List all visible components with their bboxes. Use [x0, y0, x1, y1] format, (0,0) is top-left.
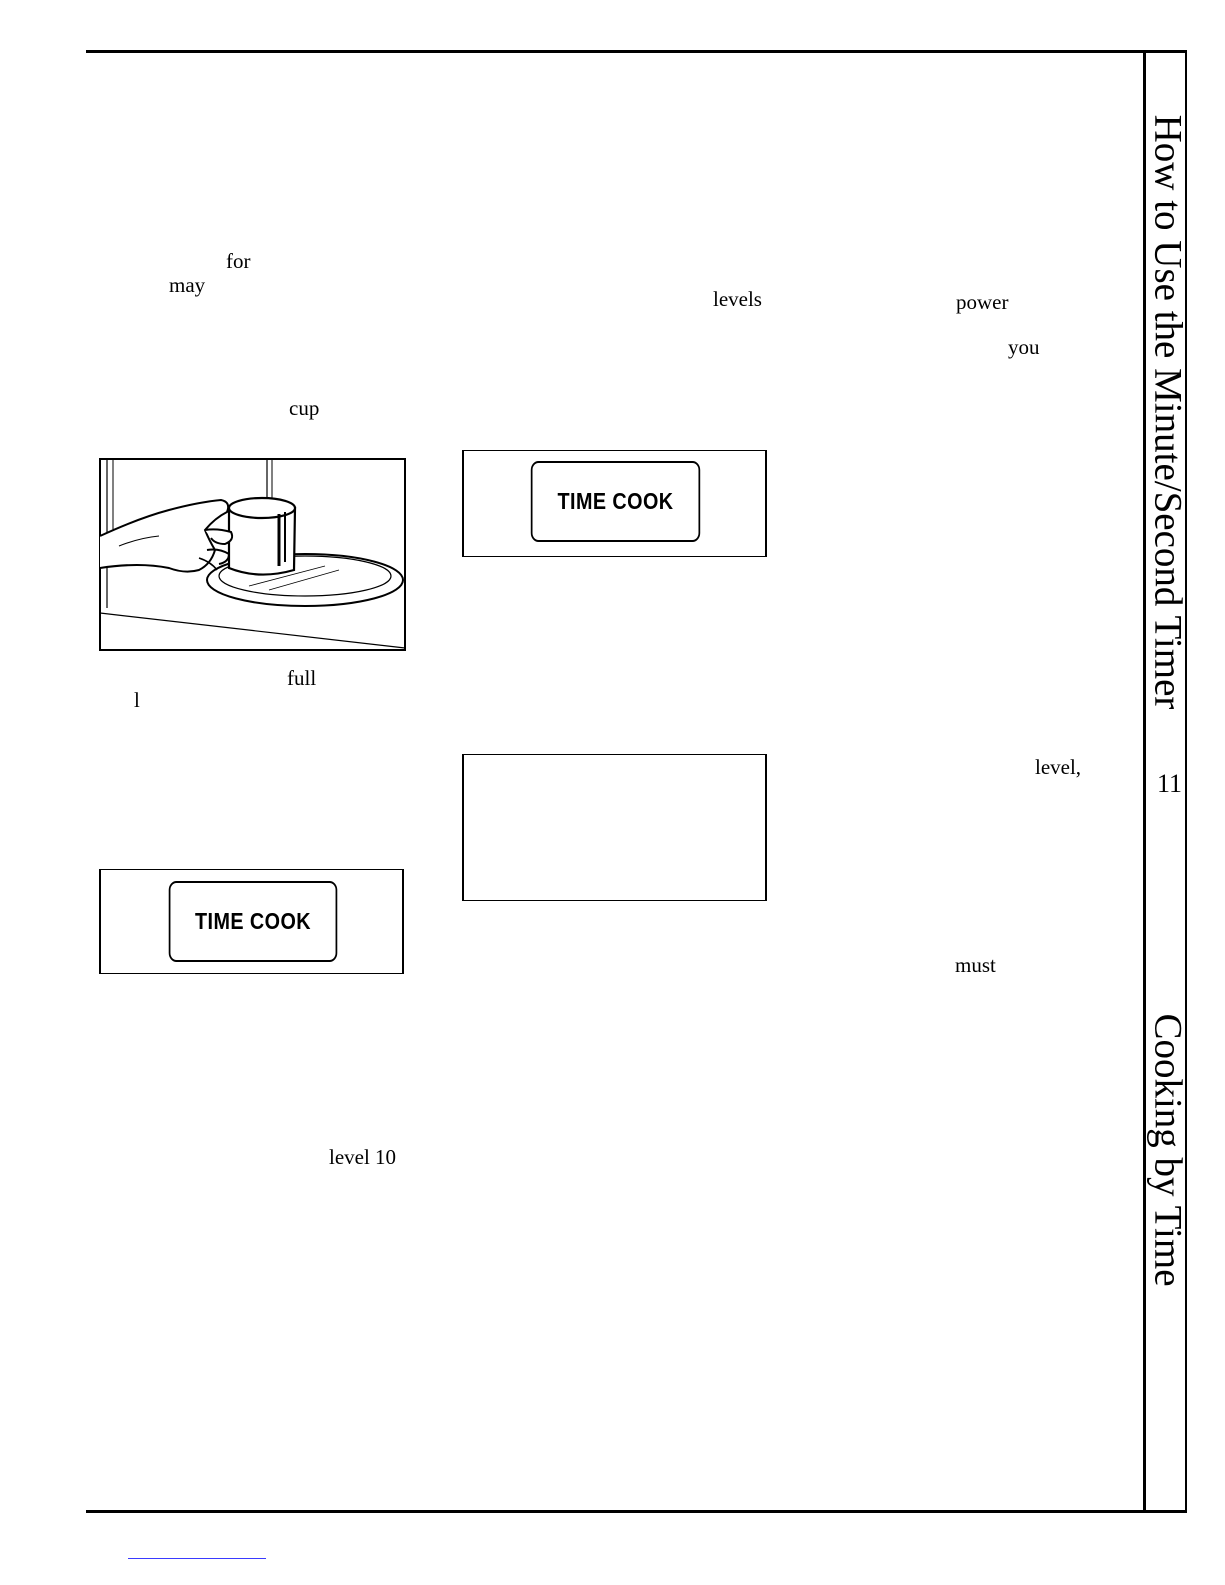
top-rule	[86, 50, 1186, 53]
word-cup: cup	[289, 396, 320, 420]
word-you: you	[1008, 335, 1040, 359]
word-may: may	[169, 273, 206, 297]
word-power: power	[956, 290, 1009, 314]
word-l: l	[134, 688, 140, 712]
word-for: for	[226, 249, 251, 273]
sidebar-title-timer: How to Use the Minute/Second Timer	[1146, 114, 1190, 710]
word-level-comma: level,	[1035, 755, 1082, 779]
word-full: full	[287, 666, 317, 690]
footer-link-line	[128, 1558, 266, 1559]
word-level-10: level 10	[329, 1145, 397, 1169]
display-panel	[462, 754, 767, 901]
page-number: 11	[1157, 769, 1183, 798]
cup-illustration	[99, 458, 406, 651]
time-cook-button-left[interactable]: TIME COOK	[169, 881, 338, 962]
bottom-rule	[86, 1510, 1186, 1513]
sidebar-title-cooking: Cooking by Time	[1146, 1013, 1190, 1287]
word-levels: levels	[713, 287, 762, 311]
time-cook-button-top[interactable]: TIME COOK	[531, 461, 700, 542]
word-must: must	[955, 953, 996, 977]
